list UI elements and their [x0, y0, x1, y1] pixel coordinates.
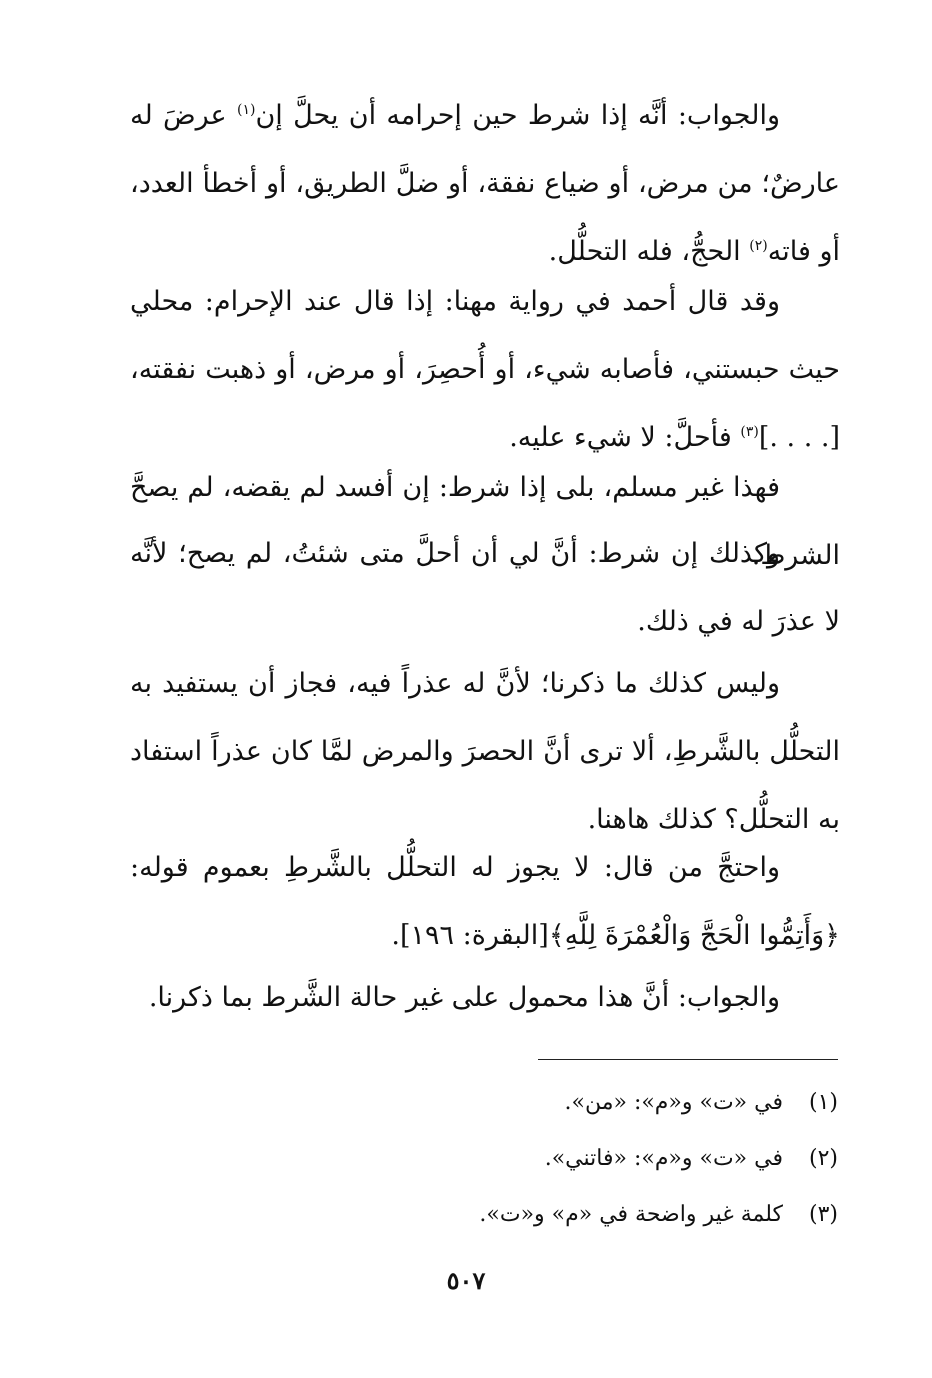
- paragraph-1-text-a: والجواب: أنَّه إذا شرط حين إحرامه أن يحلَّ إن: [255, 100, 780, 131]
- paragraph-6-text: واحتجَّ من قال: لا يجوز له التحلُّل بالشَّرطِ بعموم قوله:: [130, 852, 780, 883]
- footnote-3: [138, 1200, 838, 1230]
- paragraph-7: والجواب: أنَّ هذا محمول على غير حالة الشَّرط بما ذكرنا.: [148, 982, 780, 1013]
- paragraph-2: [130, 268, 840, 472]
- paragraph-5: وليس كذلك ما ذكرنا؛ لأنَّ له عذراً فيه، فجاز أن يستفيد به التحلُّل بالشَّرطِ، ألا ترى أنَّ الحصرَ والمرض لمَّا كان عذراً استفاد به التحلُّل؟ كذلك هاهنا.: [130, 668, 840, 835]
- footnote-text: كلمة غير واضحة في «م» و«ت».: [479, 1202, 783, 1227]
- footnote-ref-3[interactable]: (٣): [740, 424, 759, 440]
- paragraph-1-text-c: الحجُّ، فله التحلُّل.: [548, 236, 750, 267]
- footnote-ref-1[interactable]: (١): [236, 102, 256, 118]
- footnote-number: (٢): [808, 1146, 838, 1171]
- footnote-divider: [538, 1059, 838, 1060]
- footnote-number: (٣): [808, 1202, 838, 1227]
- footnote-ref-2[interactable]: (٢): [749, 238, 768, 254]
- paragraph-6: [130, 834, 840, 970]
- quran-verse: ﴿وَأَتِمُّوا الْحَجَّ وَالْعُمْرَةَ لِلَّهِ﴾: [548, 920, 840, 951]
- paragraph-3: فهذا غير مسلم، بلى إذا شرط: إن أفسد لم يقضه، لم يصحَّ الشرط.: [130, 472, 840, 571]
- paragraph-2-text-a: وقد قال أحمد في رواية مهنا: إذا قال عند الإحرام: محلي حيث حبستني، فأصابه شيء، أو أُحصِرَ، أو مرض، أو ذهبت نفقته، [. . . .]: [130, 286, 840, 453]
- footnote-text: في «ت» و«م»: «فاتني».: [544, 1146, 783, 1171]
- paragraph-4: وكذلك إن شرط: أنَّ لي أن أحلَّ متى شئتُ، لم يصح؛ لأنَّه لا عذرَ له في ذلك.: [130, 538, 840, 637]
- paragraph-2-text-b: فأحلَّ: لا شيء عليه.: [509, 422, 741, 453]
- footnote-2: [138, 1144, 838, 1174]
- verse-reference: [البقرة: ١٩٦]: [399, 920, 549, 951]
- paragraph-1-text-b: عرضَ له عارضٌ؛ من مرض، أو ضياع نفقة، أو ضلَّ الطريق، أو أخطأ العدد، أو فاته: [130, 100, 840, 267]
- paragraph-6-end: .: [391, 920, 400, 951]
- footnote-text: في «ت» و«م»: «من».: [564, 1090, 783, 1115]
- footnote-number: (١): [808, 1090, 838, 1115]
- paragraph-1: [130, 82, 840, 286]
- footnote-1: [138, 1088, 838, 1118]
- page-number: ٥٠٧: [446, 1266, 486, 1295]
